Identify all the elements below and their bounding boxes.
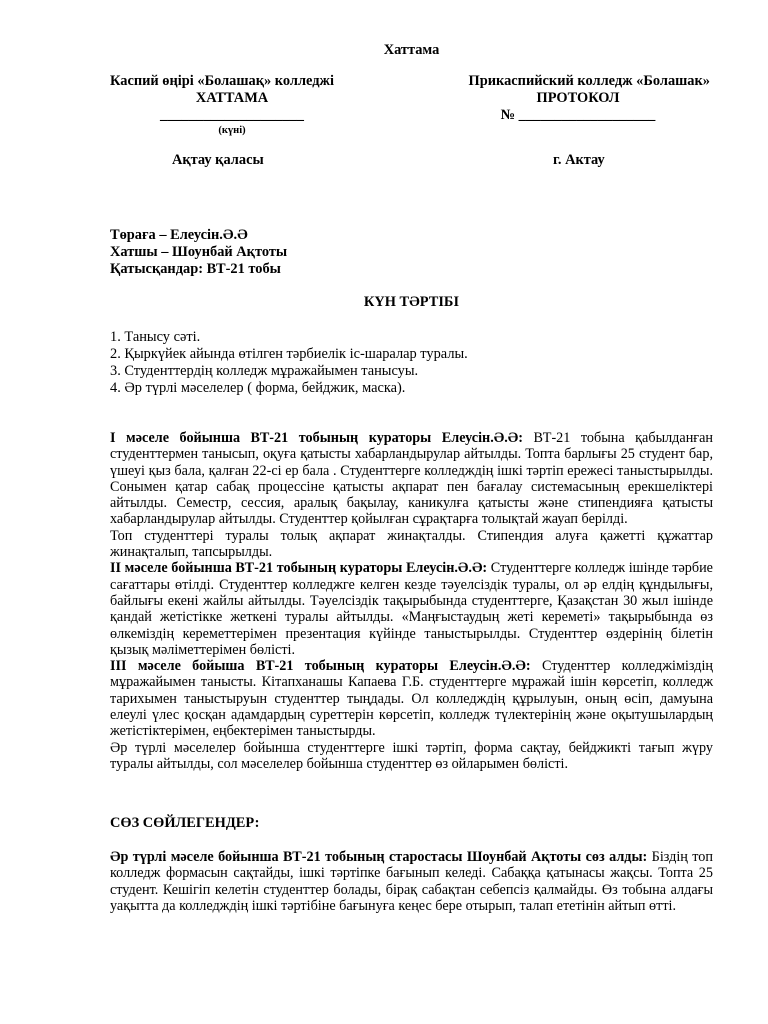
agenda-item: 1. Танысу сәті. xyxy=(110,329,201,345)
section-paragraph xyxy=(110,740,713,773)
speech-lead: Әр түрлі мәселе бойынша ВТ-21 тобының старостасы Шоунбай Ақтоты сөз алды: xyxy=(110,849,648,865)
speech-text: Біздің топ колледж формасын сақтайды, ішкі тәртіпке бағынып келеді. Сабаққа қатынасы жақсы. Топта 25 студент. Кешігіп келетін студенттер болады, бірақ сабақтан себепсіз қалмайды. Өз тобына алдағы уақытта да колледждің ішкі тәртібіне бағынуға кеңес бере отырып, талап ететінін айтып өтті. xyxy=(110,849,713,914)
college-name-kz: Каспий өңірі «Болашақ» колледжі xyxy=(110,73,334,89)
agenda-list xyxy=(110,329,468,397)
speeches-heading: СӨЗ СӨЙЛЕГЕНДЕР: xyxy=(110,815,260,831)
chair-line: Төраға – Елеусін.Ә.Ә xyxy=(110,227,248,243)
speech-body xyxy=(110,849,713,914)
participants-block xyxy=(110,227,287,278)
city-ru: г. Актау xyxy=(553,152,605,168)
section-text: Топ студенттері туралы толық ақпарат жинақталды. Стипендия алуға қажетті құжаттар жинақталып, тапсырылды. xyxy=(110,527,713,561)
number-line: № ___________________ xyxy=(500,107,656,123)
college-name-ru: Прикаспийский колледж «Болашак» xyxy=(468,73,710,89)
section-text: Әр түрлі мәселелер бойынша студенттерге ішкі тәртіп, форма сақтау, бейджикті тағып жүру туралы айтылды, сол мәселелер бойынша студенттер өз ойларымен бөлісті. xyxy=(110,739,713,772)
section-lead: ІІ мәселе бойынша ВТ-21 тобының кураторы Елеусін.Ә.Ә: xyxy=(110,560,488,577)
section-lead: ІІІ мәселе бойыша ВТ-21 тобының кураторы Елеусін.Ә.Ә: xyxy=(110,658,531,675)
doc-type-kz: ХАТТАМА xyxy=(195,90,269,106)
section-text: Студенттерге колледж ішінде тәрбие сағаттары өтілді. Студенттер колледжге келген кезде тәуелсіздік туралы, ол әр елдің құндылығы, байлығы екені жайлы айтылды. Тәуелсіздік тақырыбында студенттерге, Қазақстан 30 жыл ішінде қандай жетістікке жеткені туралы айтылды. «Маңғыстаудың жеті кереметі» тақырыбында өз өлкеміздің кереметтерімен презентация күйінде таныстырылды. Студенттер өздерінің білетін қызық мәліметтерімен бөлісті. xyxy=(110,560,713,658)
section-text: ВТ-21 тобына қабылданған студенттермен танысып, оқуға қатысты хабарландырулар айтылды. Топта барлығы 25 студент бар, үшеуі қыз бала, қалған 22-сі ер бала . Студенттерге колледждің ішкі тәртіп ережесі таныстырылды. Сонымен қатар сабақ процессіне қатысты ақпарат пен бағалау системасының ерекшеліктері айтылды. Семестр, сессия, аралық бақылау, каникулға қатысты және стипендияға қатысты хабарландырулар айтылды. Студенттер қойылған сұрақтарға толықтай жауап берілді. xyxy=(110,430,713,528)
city-kz: Ақтау қаласы xyxy=(172,152,264,168)
section-paragraph xyxy=(110,658,713,739)
section-paragraph xyxy=(110,528,713,561)
agenda-heading: КҮН ТӘРТІБІ xyxy=(363,294,460,310)
section-text: Студенттер колледжіміздің мұражайымен танысты. Кітапханашы Капаева Г.Б. студенттерге мұражай ішін көрсетіп, колледж тарихымен таныстыруын студенттер тыңдады. Ол колледждің құрылуын, оның өсіп, дамуына елеулі үлес қосқан адамдардың суреттерін көрсетіп, колледж түлектерінің және оқытушылардың жетістіктерімен, еңбектерімен таныстырды. xyxy=(110,658,713,740)
secretary-line: Хатшы – Шоунбай Ақтоты xyxy=(110,244,288,260)
section-paragraph xyxy=(110,560,713,658)
doc-type-ru: ПРОТОКОЛ xyxy=(536,90,620,106)
header-right-block xyxy=(446,73,710,124)
header-left-block xyxy=(110,73,354,138)
date-blank-line: ____________________ xyxy=(160,107,304,123)
section-paragraph xyxy=(110,430,713,528)
agenda-item: 4. Әр түрлі мәселелер ( форма, бейджик, маска). xyxy=(110,380,406,396)
document-title: Хаттама xyxy=(383,42,440,58)
attendees-line: Қатысқандар: ВТ-21 тобы xyxy=(110,261,281,277)
speech-paragraph xyxy=(110,849,713,914)
date-caption: (күні) xyxy=(218,125,246,136)
agenda-item: 2. Қыркүйек айында өтілген тәрбиелік іс-шаралар туралы. xyxy=(110,346,468,362)
discussion-body xyxy=(110,430,713,772)
agenda-item: 3. Студенттердің колледж мұражайымен танысуы. xyxy=(110,363,419,379)
section-lead: І мәселе бойынша ВТ-21 тобының кураторы Елеусін.Ә.Ә: xyxy=(110,430,523,446)
